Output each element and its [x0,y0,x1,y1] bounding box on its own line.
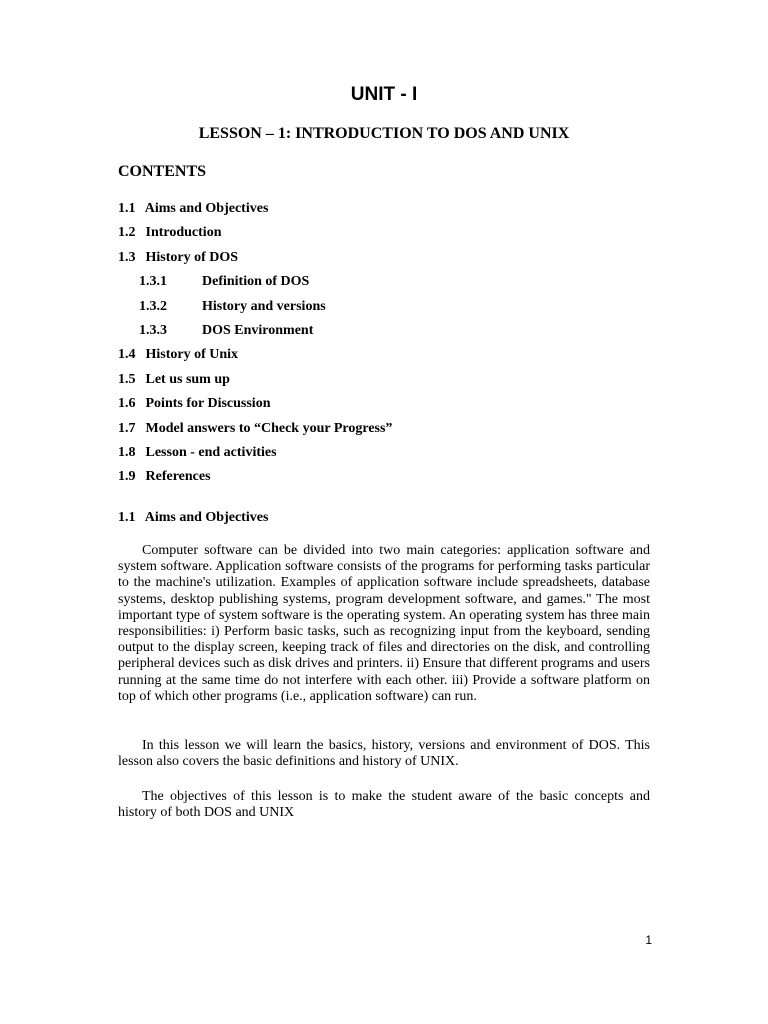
toc-item-number: 1.2 [118,225,136,241]
toc-item-number: 1.3 [118,249,136,265]
toc-item-title: Points for Discussion [145,396,271,412]
toc-item-number: 1.5 [118,371,136,387]
toc-item [118,468,658,492]
toc-item [118,249,658,273]
toc-item-number: 1.4 [118,347,136,363]
toc-item-title: References [145,469,211,485]
contents-heading: CONTENTS [118,163,207,180]
toc-item-number: 1.1 [118,201,136,216]
toc-item-number: 1.7 [118,420,136,436]
toc-item-title: Definition of DOS [202,274,310,290]
toc-item-title: History and versions [202,298,326,314]
toc-subitem [118,322,658,346]
toc-item-number: 1.8 [118,444,136,460]
toc-item [118,200,658,224]
toc-item [118,224,658,248]
toc-item-title: History of DOS [145,249,239,265]
body-paragraph: The objectives of this lesson is to make the student aware of the basic concepts and history of both DOS and UNIX [118,789,650,821]
toc-item [118,420,658,444]
unit-title: UNIT - I [350,84,418,105]
toc-item-title: Lesson - end activities [145,444,277,460]
section-heading [118,510,268,526]
toc-item [118,346,658,370]
table-of-contents [118,200,658,493]
toc-item-title: History of Unix [145,347,239,363]
toc-item-title: Let us sum up [145,371,230,387]
lesson-title: LESSON – 1: INTRODUCTION TO DOS AND UNIX [198,125,570,142]
toc-item-title: Introduction [145,225,222,241]
body-paragraph: In this lesson we will learn the basics, history, versions and environment of DOS. This lesson also covers the basic definitions and history of UNIX. [118,738,650,770]
toc-item [118,371,658,395]
toc-item-number: 1.9 [118,469,136,485]
section-number: 1.1 [118,510,136,525]
toc-subitem [118,273,658,297]
toc-item-title: Aims and Objectives [144,201,269,216]
page-number: 1 [645,933,652,947]
toc-item-title: DOS Environment [202,322,314,338]
toc-item-number: 1.6 [118,396,136,412]
toc-item-number: 1.3.2 [139,298,167,314]
toc-item-title: Model answers to “Check your Progress” [145,420,393,436]
toc-subitem [118,298,658,322]
section-title: Aims and Objectives [144,510,269,525]
toc-item-number: 1.3.1 [139,274,167,290]
toc-item [118,395,658,419]
body-paragraph: Computer software can be divided into two main categories: application software and system software. Application software consists of the programs for performing tasks particular to the machine's utilization. Examples of application software include spreadsheets, database systems, desktop publishing systems, program development software, and games." The most important type of system software is the operating system. An operating system has three main responsibilities: i) Perform basic tasks, such as recognizing input from the keyboard, sending output to the display screen, keeping track of files and directories on the disk, and controlling peripheral devices such as disk drives and printers. ii) Ensure that different programs and users running at the same time do not interfere with each other. iii) Provide a software platform on top of which other programs (i.e., application software) can run. [118,543,650,704]
toc-item [118,444,658,468]
toc-item-number: 1.3.3 [139,322,167,338]
